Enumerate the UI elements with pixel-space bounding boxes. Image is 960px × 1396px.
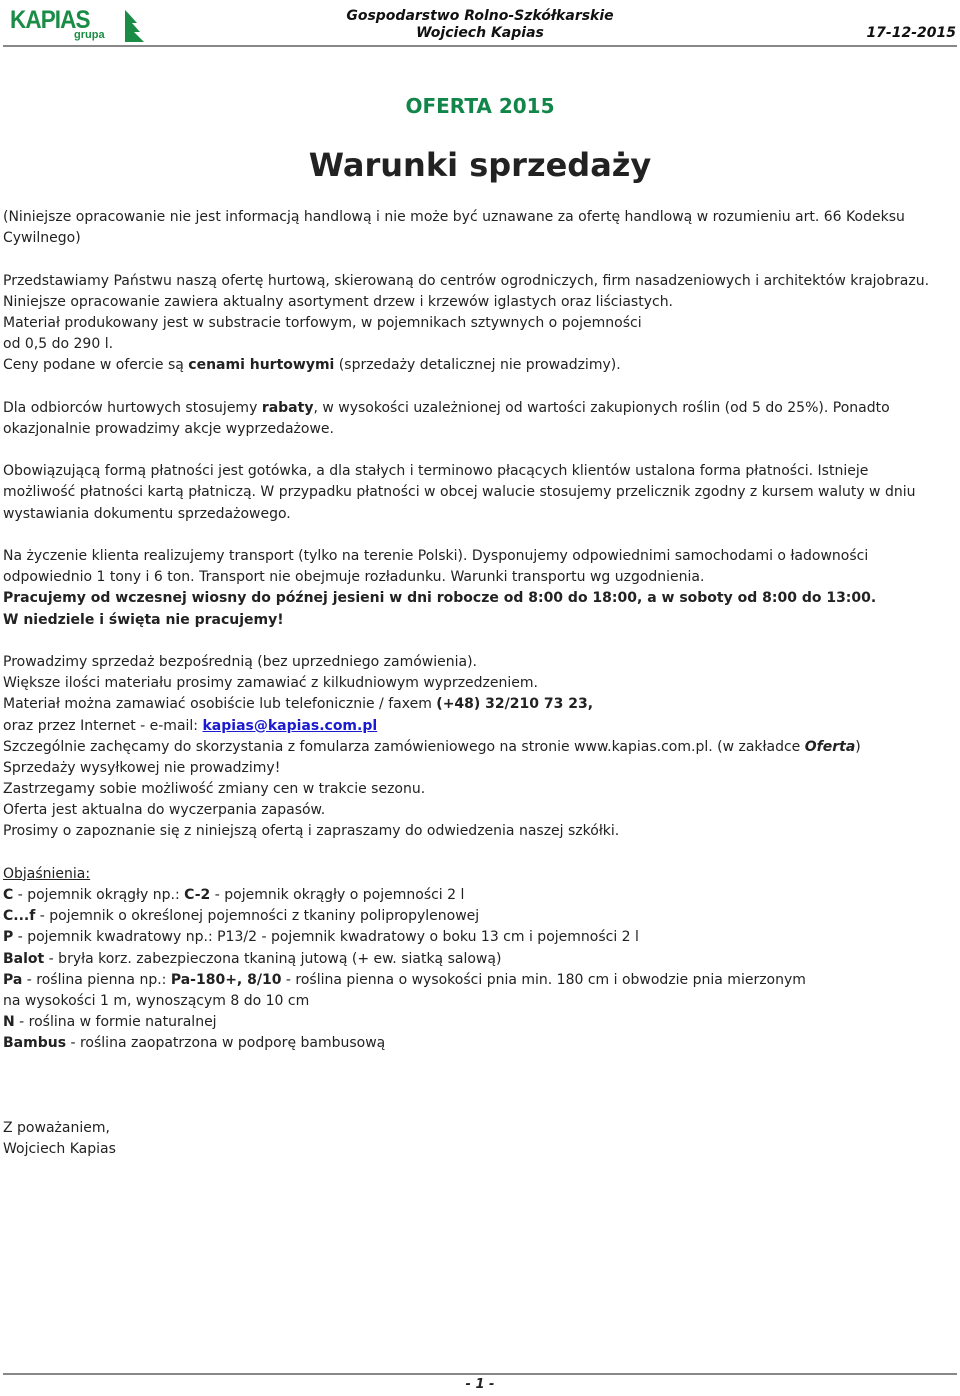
text-segment: oraz przez Internet - e-mail:	[3, 717, 203, 734]
text-segment: - pojemnik kwadratowy np.: P13/2 - pojemnik kwadratowy o boku 13 cm i pojemności 2 l	[13, 929, 639, 946]
text-segment: )	[855, 738, 861, 755]
header-date: 17-12-2015	[866, 25, 956, 41]
bold-text: N	[3, 1014, 15, 1031]
text-segment: Materiał produkowany jest w substracie torfowym, w pojemnikach sztywnych o pojemności	[3, 314, 642, 331]
text-segment: od 0,5 do 290 l.	[3, 336, 114, 353]
blank-line	[3, 843, 929, 864]
text-segment: odpowiednio 1 tony i 6 ton. Transport nie obejmuje rozładunku. Warunki transportu wg uzgodnienia.	[3, 569, 705, 586]
text-line	[3, 292, 929, 313]
text-line	[3, 779, 929, 800]
text-segment: Na życzenie klienta realizujemy transport (tylko na terenie Polski). Dysponujemy odpowiednimi samochodami o ładowności	[3, 548, 869, 564]
text-segment: Zastrzegamy sobie możliwość zmiany cen w trakcie sezonu.	[3, 781, 426, 798]
blank-line	[3, 440, 929, 461]
text-segment: - roślina zaopatrzona w podporę bambusową	[66, 1035, 386, 1052]
text-segment: - bryła korz. zabezpieczona tkaniną jutową (+ ew. siatką salową)	[44, 950, 502, 967]
text-segment: - pojemnik okrągły np.:	[13, 887, 185, 903]
text-line	[3, 398, 929, 419]
text-segment: wystawiania dokumentu sprzedażowego.	[3, 505, 291, 522]
bold-text: Bambus	[3, 1035, 67, 1052]
header-divider	[3, 45, 957, 47]
text-segment: Prowadzimy sprzedaż bezpośrednią (bez uprzedniego zamówienia).	[3, 653, 477, 670]
text-segment: Oferta jest aktualna do wyczerpania zapasów.	[3, 802, 326, 819]
text-line	[3, 1118, 929, 1139]
text-line	[3, 949, 929, 970]
text-line	[3, 800, 929, 821]
text-line	[3, 1033, 929, 1054]
text-line	[3, 610, 929, 631]
text-segment: Wojciech Kapias	[3, 1141, 116, 1158]
logo-subtext: grupa	[74, 29, 105, 41]
text-segment: możliwość płatności kartą płatniczą. W przypadku płatności w obcej walucie stosujemy przelicznik zgodny z kursem waluty w dniu	[3, 484, 916, 501]
blank-line	[3, 525, 929, 546]
header-company: Gospodarstwo Rolno-Szkółkarskie	[346, 8, 614, 24]
bold-text: W niedziele i święta nie pracujemy!	[3, 611, 284, 628]
text-segment: Cywilnego)	[3, 230, 81, 247]
header-title	[0, 8, 960, 42]
bold-text: Balot	[3, 950, 45, 967]
text-line	[3, 546, 929, 567]
footer-divider	[3, 1373, 957, 1375]
text-line	[3, 991, 929, 1012]
page-number: - 1 -	[465, 1377, 495, 1392]
blank-line	[3, 1076, 929, 1097]
text-segment: na wysokości 1 m, wynoszącym 8 do 10 cm	[3, 992, 310, 1009]
bold-text: C-2	[184, 887, 211, 903]
document-body	[3, 207, 929, 1160]
offer-label: OFERTA 2015	[405, 94, 555, 118]
bold-text: cenami hurtowymi	[188, 357, 335, 374]
text-line	[3, 970, 929, 991]
text-segment: Sprzedaży wysyłkowej nie prowadzimy!	[3, 759, 281, 776]
bold-text: rabaty	[261, 399, 314, 416]
text-line	[3, 885, 929, 906]
text-line	[3, 927, 929, 948]
text-segment: Ceny podane w ofercie są	[3, 357, 189, 374]
bold-text: Pa-180+, 8/10	[170, 971, 282, 988]
text-line	[3, 313, 929, 334]
text-line	[3, 652, 929, 673]
bold-text: Pa	[3, 971, 23, 988]
email-link[interactable]: kapias@kapias.com.pl	[202, 717, 378, 734]
text-line	[3, 504, 929, 525]
text-line	[3, 1139, 929, 1160]
page-title: Warunki sprzedaży	[308, 146, 652, 184]
header-owner: Wojciech Kapias	[416, 25, 544, 41]
text-line	[3, 419, 929, 440]
text-segment: Niniejsze opracowanie zawiera aktualny asortyment drzew i krzewów iglastych oraz liściastych.	[3, 293, 674, 310]
text-segment: - pojemnik okrągły o pojemności 2 l	[210, 887, 465, 903]
text-line	[3, 864, 929, 885]
text-segment: Prosimy o zapoznanie się z niniejszą ofertą i zapraszamy do odwiedzenia naszej szkółki.	[3, 823, 620, 840]
text-line	[3, 461, 929, 482]
text-segment: Obowiązującą formą płatności jest gotówka, a dla stałych i terminowo płacących klientów ustalona forma płatności. Istnieje	[3, 463, 869, 480]
text-line	[3, 334, 929, 355]
text-segment: Większe ilości materiału prosimy zamawiać z kilkudniowym wyprzedzeniem.	[3, 675, 538, 692]
text-line	[3, 228, 929, 249]
text-line	[3, 673, 929, 694]
bold-text: Pracujemy od wczesnej wiosny do późnej jesieni w dni robocze od 8:00 do 18:00, a w soboty od 8:00 do 13:00.	[3, 590, 877, 607]
text-segment: Materiał można zamawiać osobiście lub telefonicznie / faxem	[3, 696, 437, 713]
text-segment: - roślina pienna o wysokości pnia min. 180 cm i obwodzie pnia mierzonym	[281, 971, 806, 988]
blank-line	[3, 1055, 929, 1076]
text-segment: Dla odbiorców hurtowych stosujemy	[3, 399, 262, 416]
text-line	[3, 567, 929, 588]
text-line	[3, 716, 929, 737]
italic-bold-text: Oferta	[804, 738, 856, 755]
blank-line	[3, 1097, 929, 1118]
text-line	[3, 588, 929, 609]
text-line	[3, 271, 929, 292]
text-segment: - roślina pienna np.:	[22, 971, 171, 988]
text-line	[3, 207, 929, 228]
bold-text: C	[3, 887, 14, 903]
text-line	[3, 1012, 929, 1033]
text-segment: Z poważaniem,	[3, 1120, 110, 1137]
blank-line	[3, 377, 929, 398]
text-segment: - roślina w formie naturalnej	[14, 1014, 217, 1031]
text-line	[3, 355, 929, 376]
text-line	[3, 906, 929, 927]
bold-text: C...f	[3, 908, 36, 925]
blank-line	[3, 631, 929, 652]
text-line	[3, 758, 929, 779]
text-segment: Przedstawiamy Państwu naszą ofertę hurtową, skierowaną do centrów ogrodniczych, firm nasadzeniowych i architektów krajobrazu.	[3, 272, 930, 289]
logo-text: KAPIAS	[10, 6, 90, 34]
blank-line	[3, 249, 929, 270]
text-segment: (Niniejsze opracowanie nie jest informacją handlową i nie może być uznawane za ofertę handlową w rozumieniu art. 66 Kodeksu	[3, 209, 905, 225]
text-segment: , w wysokości uzależnionej od wartości zakupionych roślin (od 5 do 25%). Ponadto	[313, 399, 890, 416]
text-segment: okazjonalnie prowadzimy akcje wyprzedażowe.	[3, 420, 334, 437]
text-line	[3, 737, 929, 758]
bold-text: (+48) 32/210 73 23,	[436, 696, 594, 713]
text-segment: (sprzedaży detalicznej nie prowadzimy).	[334, 357, 621, 374]
text-line	[3, 694, 929, 715]
text-line	[3, 821, 929, 842]
section-heading: Objaśnienia:	[3, 865, 91, 882]
bold-text: P	[3, 929, 14, 946]
text-line	[3, 482, 929, 503]
text-segment: Szczególnie zachęcamy do skorzystania z fomularza zamówieniowego na stronie www.kapias.com.pl. (w zakładce	[3, 738, 805, 755]
text-segment: - pojemnik o określonej pojemności z tkaniny polipropylenowej	[35, 908, 480, 925]
